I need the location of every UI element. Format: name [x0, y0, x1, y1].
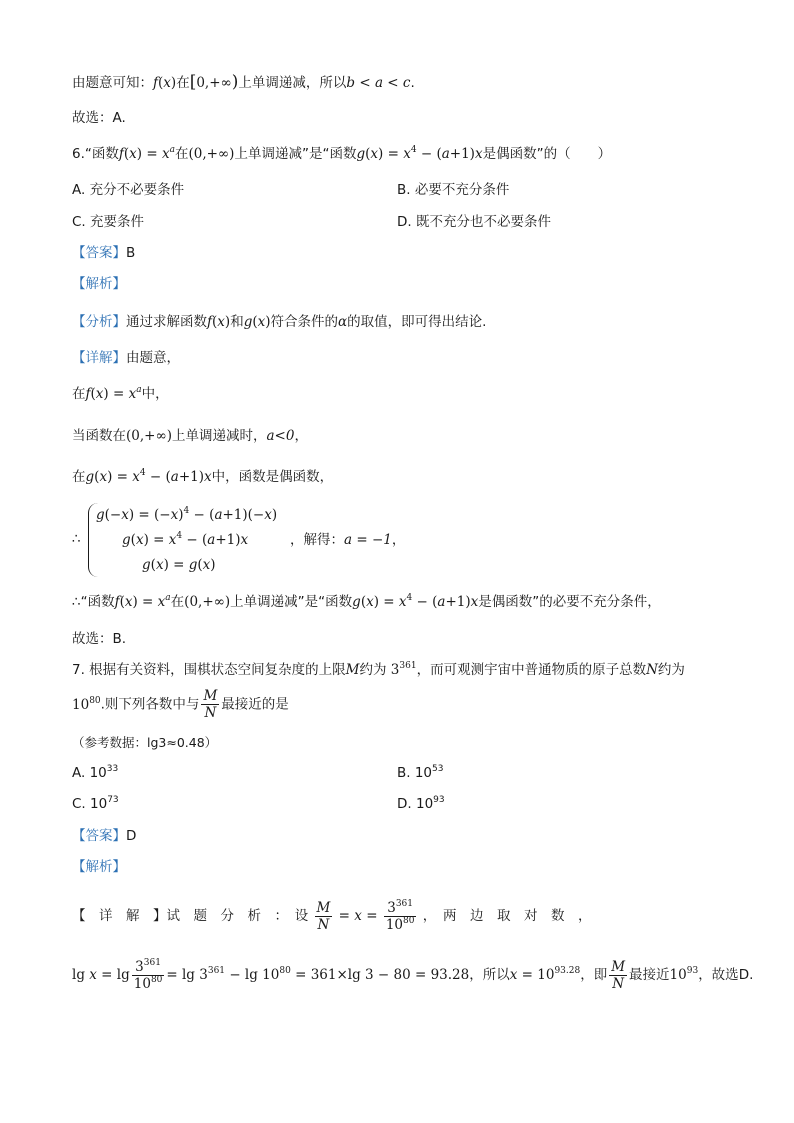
system-eq-3: g(x) = g(x): [142, 557, 216, 573]
pick-6: 故选：B.: [72, 631, 127, 647]
option-b-7[interactable]: B. $10^{53}$: [397, 764, 444, 781]
option-a[interactable]: A. 充分不必要条件: [72, 182, 185, 198]
option-c[interactable]: C. 充要条件: [72, 214, 145, 230]
detail-7-line-2: lg x = lg $\frac{3^{361}}{10^{80}}$ = $\lg 3^{361} - \lg 10^{80} = 361\times\lg$ 3 − 80 = 93.28，所以$x = 10^{93.28}$，即 $\frac{M}{N}$ 最接近$10^{93}$，故选D.: [72, 957, 754, 992]
system-eq-1: $g(-x) = (-x)^4 - (a+1)(-x)$: [96, 506, 278, 523]
option-d[interactable]: D. 既不充分也不必要条件: [397, 214, 551, 230]
option-d-7[interactable]: D. $10^{93}$: [397, 795, 445, 812]
question-7-line-2: $10^{80}$.则下列各数中与 $\frac{M}{N}$ 最接近的是: [72, 688, 289, 721]
option-a-7[interactable]: A. $10^{33}$: [72, 764, 119, 781]
analysis-7: 【解析】: [72, 859, 126, 875]
choice-line-a: 故选：A.: [72, 110, 126, 126]
system-eq-2: $g(x) = x^4 - (a+1)x$: [122, 531, 249, 548]
intro-line: 由题意可知：f(x)在[0,+∞)上单调递减，所以b < a < c.: [72, 72, 415, 92]
detail-7-line-1: 【 详 解 】试 题 分 析 ： 设 $\frac{M}{N}$ = x = $\frac{3^{361}}{10^{80}}$ ， 两 边 取 对 数 ，: [72, 898, 592, 933]
analysis-6: 【解析】: [72, 276, 126, 292]
option-b[interactable]: B. 必要不充分条件: [397, 182, 510, 198]
question-6: 6.“函数$f(x) = x^a$在(0,+∞)上单调递减”是“函数$g(x) = x^4 - (a+1)x$是偶函数”的（ ）: [72, 145, 612, 162]
reference-data: （参考数据：lg3≈0.48）: [72, 735, 218, 750]
therefore-symbol: ∴: [72, 531, 81, 547]
answer-7: 【答案】D: [72, 828, 137, 844]
step-1: 在$f(x) = x^a$中，: [72, 385, 169, 402]
fenxi-6: 【分析】通过求解函数f(x)和g(x)符合条件的α的取值，即可得出结论.: [72, 314, 487, 330]
question-7-line-1: 7. 根据有关资料，围棋状态空间复杂度的上限M约为 $3^{361}$，而可观测宇宙中普通物质的原子总数N约为: [72, 661, 685, 678]
solve-line: ，解得：a = −1，: [290, 532, 406, 548]
step-2: 当函数在(0,+∞)上单调递减时，a<0，: [72, 428, 308, 444]
answer-6: 【答案】B: [72, 245, 136, 261]
detail-6: 【详解】由题意，: [72, 350, 180, 366]
conclusion-6: ∴“函数$f(x) = x^a$在(0,+∞)上单调递减”是“函数$g(x) = x^4 - (a+1)x$是偶函数”的必要不充分条件，: [72, 593, 661, 610]
option-c-7[interactable]: C. $10^{73}$: [72, 795, 119, 812]
step-3: 在$g(x) = x^4 - (a+1)x$中，函数是偶函数，: [72, 468, 334, 485]
